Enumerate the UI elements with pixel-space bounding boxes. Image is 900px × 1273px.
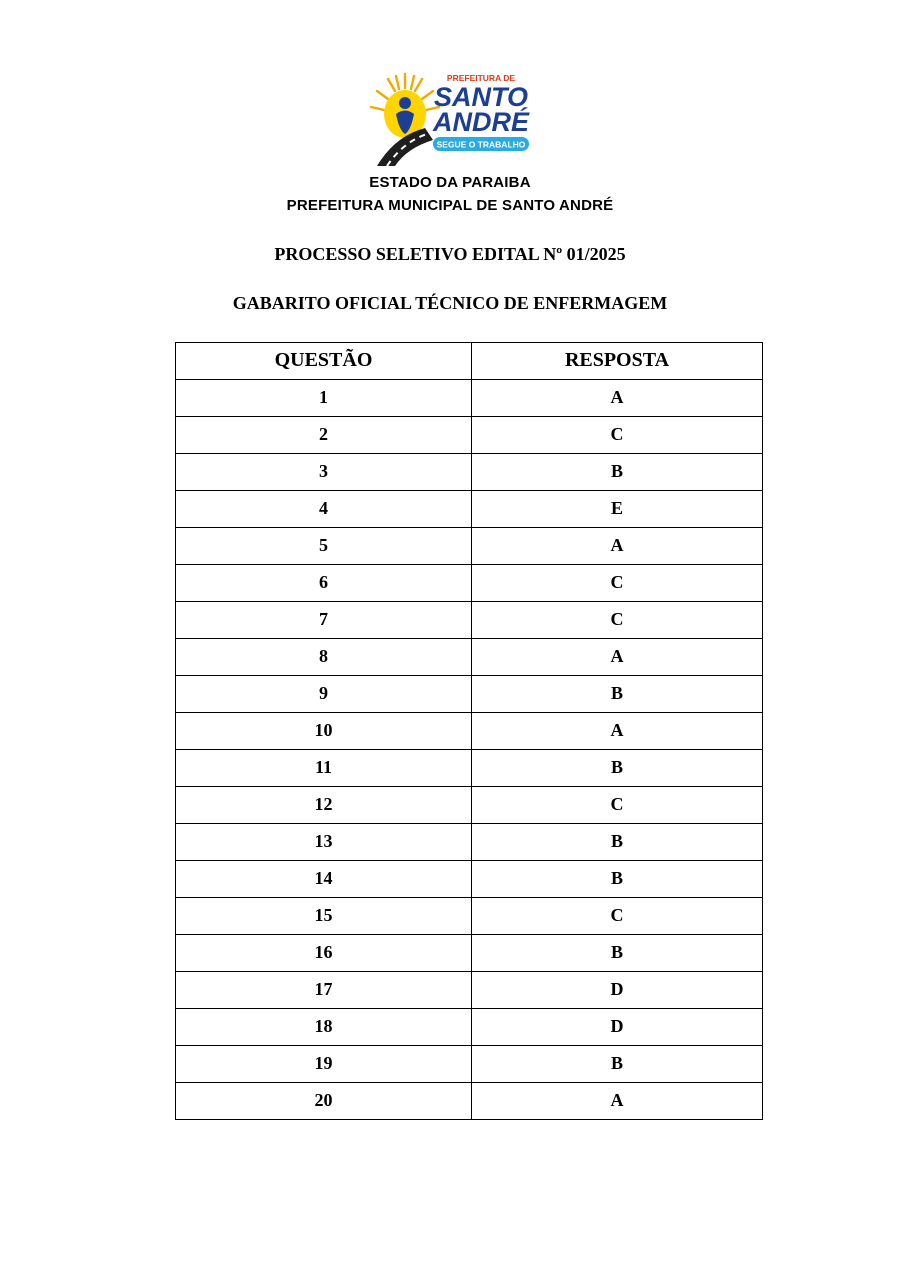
logo-name-line1: SANTO xyxy=(433,82,529,112)
table-row xyxy=(176,823,763,860)
table-row xyxy=(176,453,763,490)
table-row xyxy=(176,897,763,934)
resposta-cell: D xyxy=(472,971,763,1008)
questao-cell: 9 xyxy=(176,675,472,712)
resposta-cell: E xyxy=(472,490,763,527)
header-row xyxy=(176,342,763,379)
questao-cell: 16 xyxy=(176,934,472,971)
resposta-cell: C xyxy=(472,601,763,638)
resposta-cell: B xyxy=(472,749,763,786)
document-header xyxy=(0,64,900,314)
resposta-cell: A xyxy=(472,379,763,416)
logo-banner-text: SEGUE O TRABALHO xyxy=(436,139,526,150)
table-row xyxy=(176,379,763,416)
table-row xyxy=(176,749,763,786)
questao-cell: 1 xyxy=(176,379,472,416)
logo-top-text: PREFEITURA DE xyxy=(446,73,516,83)
questao-cell: 12 xyxy=(176,786,472,823)
resposta-cell: A xyxy=(472,527,763,564)
questao-cell: 8 xyxy=(176,638,472,675)
resposta-cell: C xyxy=(472,564,763,601)
table-row xyxy=(176,527,763,564)
questao-cell: 18 xyxy=(176,1008,472,1045)
logo-name-line2: ANDRÉ xyxy=(432,107,530,137)
column-header-questao: QUESTÃO xyxy=(176,342,472,379)
resposta-cell: B xyxy=(472,675,763,712)
questao-cell: 3 xyxy=(176,453,472,490)
resposta-cell: D xyxy=(472,1008,763,1045)
resposta-cell: B xyxy=(472,860,763,897)
table-row xyxy=(176,1045,763,1082)
questao-cell: 10 xyxy=(176,712,472,749)
table-row xyxy=(176,638,763,675)
table-row xyxy=(176,860,763,897)
table-row xyxy=(176,416,763,453)
table-row xyxy=(176,971,763,1008)
questao-cell: 13 xyxy=(176,823,472,860)
resposta-cell: A xyxy=(472,1082,763,1119)
city-hall-logo xyxy=(365,64,535,166)
resposta-cell: A xyxy=(472,638,763,675)
resposta-cell: B xyxy=(472,1045,763,1082)
questao-cell: 4 xyxy=(176,490,472,527)
resposta-cell: C xyxy=(472,786,763,823)
city-line: PREFEITURA MUNICIPAL DE SANTO ANDRÉ xyxy=(286,197,614,215)
table-row xyxy=(176,564,763,601)
questao-cell: 20 xyxy=(176,1082,472,1119)
table-row xyxy=(176,786,763,823)
resposta-cell: C xyxy=(472,897,763,934)
questao-cell: 6 xyxy=(176,564,472,601)
questao-cell: 14 xyxy=(176,860,472,897)
questao-cell: 15 xyxy=(176,897,472,934)
resposta-cell: A xyxy=(472,712,763,749)
resposta-cell: C xyxy=(472,416,763,453)
table-row xyxy=(176,490,763,527)
questao-cell: 2 xyxy=(176,416,472,453)
table-row xyxy=(176,934,763,971)
table-row xyxy=(176,712,763,749)
resposta-cell: B xyxy=(472,823,763,860)
resposta-cell: B xyxy=(472,453,763,490)
process-title: PROCESSO SELETIVO EDITAL Nº 01/2025 xyxy=(274,243,626,264)
questao-cell: 17 xyxy=(176,971,472,1008)
answer-table xyxy=(175,342,763,1120)
table-row xyxy=(176,601,763,638)
resposta-cell: B xyxy=(472,934,763,971)
city-hall-logo-graphic xyxy=(365,64,535,166)
questao-cell: 5 xyxy=(176,527,472,564)
table-row xyxy=(176,1008,763,1045)
answer-table-body xyxy=(176,379,763,1119)
table-row xyxy=(176,1082,763,1119)
answer-table-head xyxy=(176,342,763,379)
questao-cell: 7 xyxy=(176,601,472,638)
table-row xyxy=(176,675,763,712)
questao-cell: 19 xyxy=(176,1045,472,1082)
state-line: ESTADO DA PARAIBA xyxy=(369,174,531,191)
questao-cell: 11 xyxy=(176,749,472,786)
column-header-resposta: RESPOSTA xyxy=(472,342,763,379)
gabarito-title: GABARITO OFICIAL TÉCNICO DE ENFERMAGEM xyxy=(232,292,668,313)
